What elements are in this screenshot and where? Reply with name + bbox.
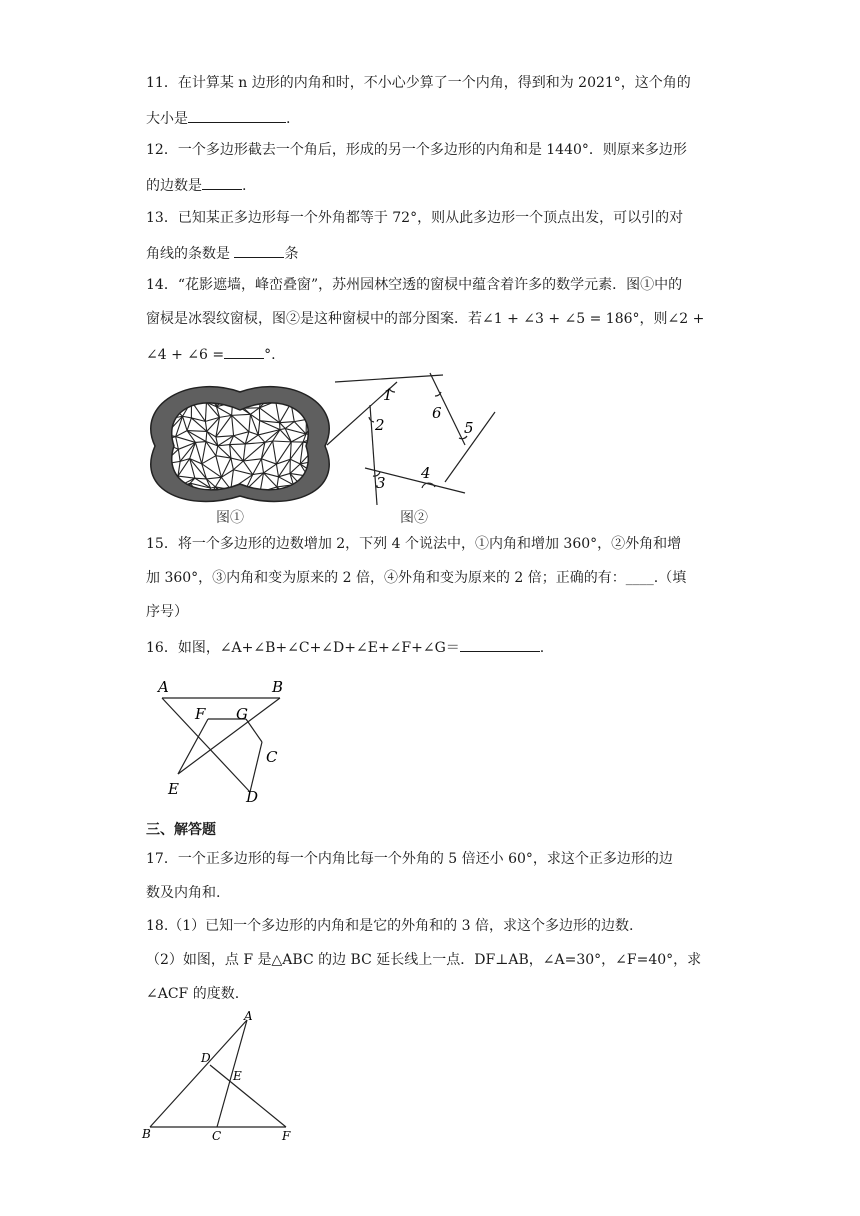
q16-label-A: A xyxy=(158,678,169,696)
q13-line2 xyxy=(146,243,298,263)
fig2-label-1: 1 xyxy=(383,386,393,404)
q12-suffix: . xyxy=(242,178,247,194)
q16-line1 xyxy=(146,637,544,657)
q18-label-F: F xyxy=(282,1129,291,1143)
q15-line3: 序号） xyxy=(146,604,188,620)
angle-pattern-figure xyxy=(325,370,505,530)
q16-prefix: 16．如图，∠A+∠B+∠C+∠D+∠E+∠F+∠G＝ xyxy=(146,640,460,656)
q12-answer-blank[interactable] xyxy=(202,175,242,190)
q16-label-B: B xyxy=(272,678,284,696)
q11-line1: 11．在计算某 n 边形的内角和时，不小心少算了一个内角，得到和为 2021°，这个角的 xyxy=(146,75,691,91)
q14-line3 xyxy=(146,344,276,364)
q18-label-A: A xyxy=(244,1010,253,1023)
q11-suffix: . xyxy=(286,111,291,127)
q16-label-F: F xyxy=(195,705,206,723)
q18-line1: 18.（1）已知一个多边形的内角和是它的外角和的 3 倍，求这个多边形的边数. xyxy=(146,918,634,934)
q14-suffix: °. xyxy=(264,347,276,363)
q18-line2: （2）如图，点 F 是△ABC 的边 BC 延长线上一点．DF⊥AB，∠A=30°，∠F=40°，求 xyxy=(146,952,702,968)
fig2-label-2: 2 xyxy=(375,416,385,434)
q14-line1: 14．“花影遮墙，峰峦叠窗”，苏州园林空透的窗棂中蕴含着许多的数学元素．图①中的 xyxy=(146,277,683,293)
q16-answer-blank[interactable] xyxy=(460,637,540,652)
q16-label-G: G xyxy=(236,705,248,723)
q16-suffix: . xyxy=(539,640,545,656)
q17-line2: 数及内角和. xyxy=(146,885,221,901)
q14-prefix: ∠4 + ∠6 = xyxy=(146,347,225,363)
q17-line1: 17．一个正多边形的每一个内角比每一个外角的 5 倍还小 60°，求这个正多边形的边 xyxy=(146,851,673,867)
fig2-label-5: 5 xyxy=(464,419,474,437)
q13-suffix: 条 xyxy=(284,246,299,262)
q14-line2: 窗棂是冰裂纹窗棂，图②是这种窗棂中的部分图案．若∠1 + ∠3 + ∠5 = 186°，则∠2 + xyxy=(146,311,705,327)
q11-line2 xyxy=(146,108,290,128)
q11-answer-blank[interactable] xyxy=(188,108,286,123)
fig2-label-6: 6 xyxy=(432,404,442,422)
q12-line1: 12．一个多边形截去一个角后，形成的另一个多边形的内角和是 1440°．则原来多边形 xyxy=(146,142,687,158)
q16-label-E: E xyxy=(168,780,179,798)
q15-line1: 15．将一个多边形的边数增加 2，下列 4 个说法中，①内角和增加 360°，②外角和增 xyxy=(146,536,682,552)
fig2-label-3: 3 xyxy=(376,474,386,492)
fig2-caption: 图② xyxy=(400,510,428,526)
q16-figure xyxy=(150,672,300,807)
q18-label-B: B xyxy=(142,1127,151,1141)
q13-line1: 13．已知某正多边形每一个外角都等于 72°，则从此多边形一个顶点出发，可以引的对 xyxy=(146,210,684,226)
q18-triangle-figure xyxy=(140,1010,310,1145)
q13-answer-blank[interactable] xyxy=(234,243,284,258)
window-lattice-figure xyxy=(140,382,340,527)
fig1-caption: 图① xyxy=(216,510,244,526)
q18-line3: ∠ACF 的度数. xyxy=(146,986,240,1002)
q16-label-D: D xyxy=(246,788,259,806)
q13-prefix: 角线的条数是 xyxy=(146,246,230,262)
fig2-label-4: 4 xyxy=(421,464,431,482)
q12-prefix: 的边数是 xyxy=(146,178,202,194)
q18-label-C: C xyxy=(212,1129,222,1143)
q18-label-D: D xyxy=(201,1051,211,1065)
q12-line2 xyxy=(146,175,246,195)
q18-label-E: E xyxy=(233,1069,242,1083)
section-title: 三、解答题 xyxy=(146,822,216,838)
q11-prefix: 大小是 xyxy=(146,111,188,127)
q15-line2: 加 360°，③内角和变为原来的 2 倍，④外角和变为原来的 2 倍；正确的有：____.（填 xyxy=(146,570,687,586)
q16-label-C: C xyxy=(266,748,278,766)
q14-answer-blank[interactable] xyxy=(224,344,264,359)
